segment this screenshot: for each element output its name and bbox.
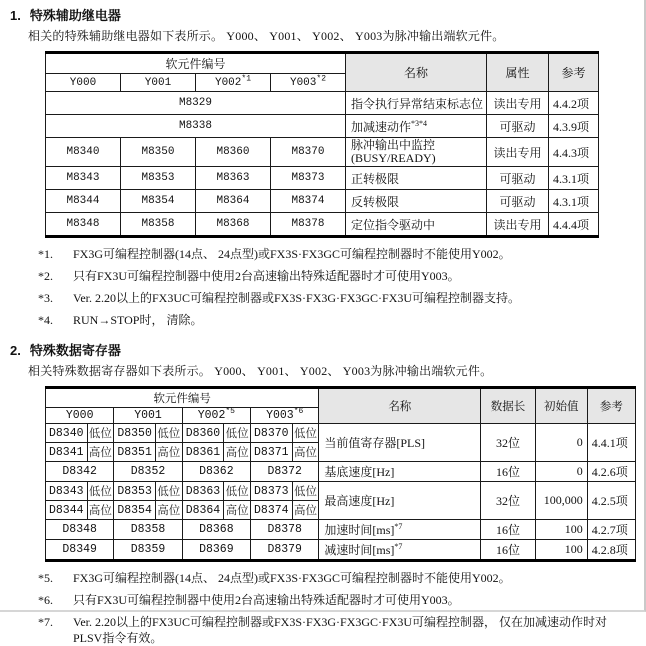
init-cell: 0	[535, 424, 587, 462]
device-cell: M8343	[46, 167, 121, 190]
device-cell: D8361	[182, 443, 224, 462]
footnote-marker: *5.	[38, 571, 53, 585]
ref-cell: 4.2.7项	[587, 520, 635, 540]
footnote	[38, 312, 636, 328]
footnote-sup: *7	[394, 542, 403, 551]
footnote-marker: *6.	[38, 593, 53, 607]
device-cell: D8354	[114, 501, 156, 520]
name-cell	[319, 520, 481, 540]
device-cell: M8370	[271, 138, 346, 167]
col-header-ref: 参考	[587, 388, 635, 424]
footnote	[38, 570, 636, 586]
name-text: 加速时间[ms]	[324, 523, 395, 537]
col-header-y000	[46, 408, 114, 424]
device-cell: D8373	[251, 482, 293, 501]
ref-cell: 4.4.4项	[549, 213, 599, 237]
section-intro: 相关特殊数据寄存器如下表所示。 Y000、 Y001、 Y002、 Y003为脉冲输出端软元件。	[28, 364, 493, 378]
table-row	[46, 462, 636, 482]
device-cell: M8364	[196, 190, 271, 213]
section-1	[10, 5, 636, 328]
device-cell: D8353	[114, 482, 156, 501]
footnote-sup: *5	[225, 407, 235, 417]
aux-relay-table	[45, 51, 599, 238]
attr-cell: 读出专用	[487, 138, 549, 167]
table-row	[46, 482, 636, 501]
device-label: Y001	[134, 409, 162, 422]
device-cell: D8370	[251, 424, 293, 443]
section-number: 1.	[10, 8, 21, 23]
table-row	[46, 424, 636, 443]
device-cell: D8351	[114, 443, 156, 462]
col-header-name: 名称	[319, 388, 481, 424]
device-label: Y001	[144, 76, 172, 89]
len-cell: 16位	[481, 540, 535, 561]
ref-cell: 4.4.3项	[549, 138, 599, 167]
table-row	[46, 540, 636, 561]
tag-cell: 高位	[292, 443, 319, 462]
name-cell	[346, 138, 487, 167]
attr-cell: 读出专用	[487, 213, 549, 237]
name-cell	[319, 540, 481, 561]
device-label: Y002	[214, 76, 242, 89]
footnote-text: 只有FX3U可编程控制器中使用2台高速输出特殊适配器时才可使用Y003。	[73, 593, 460, 607]
device-cell: D8344	[46, 501, 88, 520]
footnote-text: Ver. 2.20以上的FX3UC可编程控制器或FX3S·FX3G·FX3GC·FX3U可编程控制器， 仅在加减速动作时对PLSV指令有效。	[73, 615, 608, 645]
tag-cell: 低位	[155, 482, 182, 501]
footnote-sup: *2	[316, 73, 326, 83]
name-cell	[346, 92, 487, 115]
footnote	[38, 246, 636, 262]
device-cell: M8374	[271, 190, 346, 213]
footnote-text: RUN→STOP时， 清除。	[73, 313, 203, 327]
device-cell: D8360	[182, 424, 224, 443]
attr-cell: 可驱动	[487, 190, 549, 213]
device-cell: D8340	[46, 424, 88, 443]
name-cell: 最高速度[Hz]	[319, 482, 481, 520]
footnotes-section-1	[38, 246, 636, 328]
device-cell: D8350	[114, 424, 156, 443]
len-cell: 16位	[481, 520, 535, 540]
device-cell: D8342	[46, 462, 114, 482]
name-text: 减速时间[ms]	[324, 543, 395, 557]
ref-cell: 4.3.1项	[549, 167, 599, 190]
tag-cell: 高位	[224, 443, 251, 462]
device-cell: D8362	[182, 462, 250, 482]
tag-cell: 高位	[87, 443, 114, 462]
device-cell: M8329	[46, 92, 346, 115]
tag-cell: 高位	[292, 501, 319, 520]
tag-cell: 低位	[292, 424, 319, 443]
name-cell: 反转极限	[346, 190, 487, 213]
section-title: 特殊数据寄存器	[29, 343, 121, 358]
col-header-y001	[121, 74, 196, 92]
tag-cell: 低位	[87, 482, 114, 501]
table-row	[46, 92, 599, 115]
footnote-text: FX3G可编程控制器(14点、 24点型)或FX3S·FX3GC可编程控制器时不能使用Y002。	[73, 247, 511, 261]
init-cell: 100,000	[535, 482, 587, 520]
col-header-device-group: 软元件编号	[46, 53, 346, 74]
col-header-y002	[196, 74, 271, 92]
device-cell: D8368	[182, 520, 250, 540]
init-cell: 100	[535, 540, 587, 561]
footnote-sup: *1	[241, 73, 251, 83]
device-label: Y003	[266, 409, 294, 422]
footnote-text: 只有FX3U可编程控制器中使用2台高速输出特殊适配器时才可使用Y003。	[73, 269, 460, 283]
attr-cell: 可驱动	[487, 115, 549, 138]
device-cell: D8348	[46, 520, 114, 540]
device-cell: M8368	[196, 213, 271, 237]
table-row	[46, 53, 599, 74]
device-cell: M8378	[271, 213, 346, 237]
len-cell: 16位	[481, 462, 535, 482]
table-row	[46, 138, 599, 167]
device-cell: M8373	[271, 167, 346, 190]
tag-cell: 高位	[155, 501, 182, 520]
ref-cell: 4.2.8项	[587, 540, 635, 561]
device-cell: D8352	[114, 462, 182, 482]
init-cell: 100	[535, 520, 587, 540]
col-header-ref: 参考	[549, 53, 599, 92]
name-cell	[346, 115, 487, 138]
device-label: Y000	[69, 76, 97, 89]
device-cell: D8341	[46, 443, 88, 462]
device-cell: M8338	[46, 115, 346, 138]
section-2	[10, 340, 636, 646]
tag-cell: 高位	[155, 443, 182, 462]
tag-cell: 低位	[155, 424, 182, 443]
table-row	[46, 115, 599, 138]
device-label: Y003	[289, 76, 317, 89]
device-cell: M8348	[46, 213, 121, 237]
table-row	[46, 520, 636, 540]
device-cell: M8363	[196, 167, 271, 190]
device-label: Y000	[65, 409, 94, 422]
footnote	[38, 614, 636, 646]
device-cell: D8358	[114, 520, 182, 540]
section-1-heading	[10, 5, 636, 24]
device-cell: D8379	[251, 540, 319, 561]
col-header-y002	[182, 408, 250, 424]
footnote	[38, 290, 636, 306]
device-cell: D8349	[46, 540, 114, 561]
device-cell: D8363	[182, 482, 224, 501]
table-row	[46, 213, 599, 237]
len-cell: 32位	[481, 424, 535, 462]
device-cell: D8372	[251, 462, 319, 482]
footnote-text: Ver. 2.20以上的FX3UC可编程控制器或FX3S·FX3G·FX3GC·FX3U可编程控制器支持。	[73, 291, 521, 305]
ref-cell: 4.4.1项	[587, 424, 635, 462]
name-cell: 定位指令驱动中	[346, 213, 487, 237]
col-header-y003	[271, 74, 346, 92]
tag-cell: 高位	[224, 501, 251, 520]
footnote	[38, 592, 636, 608]
footnote-sup: *7	[394, 522, 403, 531]
col-header-attr: 属性	[487, 53, 549, 92]
device-label: Y002	[197, 409, 226, 422]
col-header-y003	[251, 408, 319, 424]
name-cell: 当前值寄存器[PLS]	[319, 424, 481, 462]
section-2-heading	[10, 340, 636, 359]
col-header-y001	[114, 408, 182, 424]
tag-cell: 低位	[224, 482, 251, 501]
table-row	[46, 167, 599, 190]
name-text: 脉冲输出中监控	[351, 138, 436, 152]
tag-cell: 低位	[292, 482, 319, 501]
tag-cell: 高位	[87, 501, 114, 520]
footnote-marker: *7.	[38, 615, 53, 629]
ref-cell: 4.4.2项	[549, 92, 599, 115]
table-row	[46, 388, 636, 408]
footnote-sup: *3*4	[411, 118, 428, 128]
device-cell: M8353	[121, 167, 196, 190]
device-cell: D8364	[182, 501, 224, 520]
tag-cell: 低位	[224, 424, 251, 443]
device-cell: M8350	[121, 138, 196, 167]
device-cell: M8354	[121, 190, 196, 213]
device-cell: D8369	[182, 540, 250, 561]
attr-cell: 可驱动	[487, 167, 549, 190]
footnote-text: FX3G可编程控制器(14点、 24点型)或FX3S·FX3GC可编程控制器时不能使用Y002。	[73, 571, 511, 585]
device-cell: M8358	[121, 213, 196, 237]
name-cell: 基底速度[Hz]	[319, 462, 481, 482]
ref-cell: 4.2.5项	[587, 482, 635, 520]
device-cell: D8374	[251, 501, 293, 520]
data-register-table	[45, 386, 636, 562]
device-cell: M8340	[46, 138, 121, 167]
footnote-marker: *3.	[38, 291, 53, 305]
footnote-marker: *1.	[38, 247, 53, 261]
name-text: 加减速动作	[351, 119, 412, 134]
device-cell: D8359	[114, 540, 182, 561]
footnote	[38, 268, 636, 284]
ref-cell: 4.2.6项	[587, 462, 635, 482]
footnote-sup: *6	[293, 407, 304, 417]
attr-cell: 读出专用	[487, 92, 549, 115]
section-title: 特殊辅助继电器	[29, 8, 121, 23]
ref-cell: 4.3.1项	[549, 190, 599, 213]
init-cell: 0	[535, 462, 587, 482]
col-header-y000	[46, 74, 121, 92]
footnote-marker: *2.	[38, 269, 53, 283]
device-cell: D8378	[251, 520, 319, 540]
section-number: 2.	[10, 343, 21, 358]
col-header-device-group: 软元件编号	[46, 388, 319, 408]
footnotes-section-2	[38, 570, 636, 646]
name-text: 指令执行异常结束标志位	[351, 96, 484, 111]
device-cell: M8360	[196, 138, 271, 167]
section-intro: 相关的特殊辅助继电器如下表所示。 Y000、 Y001、 Y002、 Y003为脉冲输出端软元件。	[28, 29, 505, 43]
name-text-line2: (BUSY/READY)	[351, 151, 436, 165]
tag-cell: 低位	[87, 424, 114, 443]
ref-cell: 4.3.9项	[549, 115, 599, 138]
col-header-init: 初始值	[535, 388, 587, 424]
name-cell: 正转极限	[346, 167, 487, 190]
col-header-name: 名称	[346, 53, 487, 92]
device-cell: M8344	[46, 190, 121, 213]
footnote-marker: *4.	[38, 313, 53, 327]
device-cell: D8343	[46, 482, 88, 501]
table-row	[46, 190, 599, 213]
device-cell: D8371	[251, 443, 293, 462]
len-cell: 32位	[481, 482, 535, 520]
col-header-len: 数据长	[481, 388, 535, 424]
